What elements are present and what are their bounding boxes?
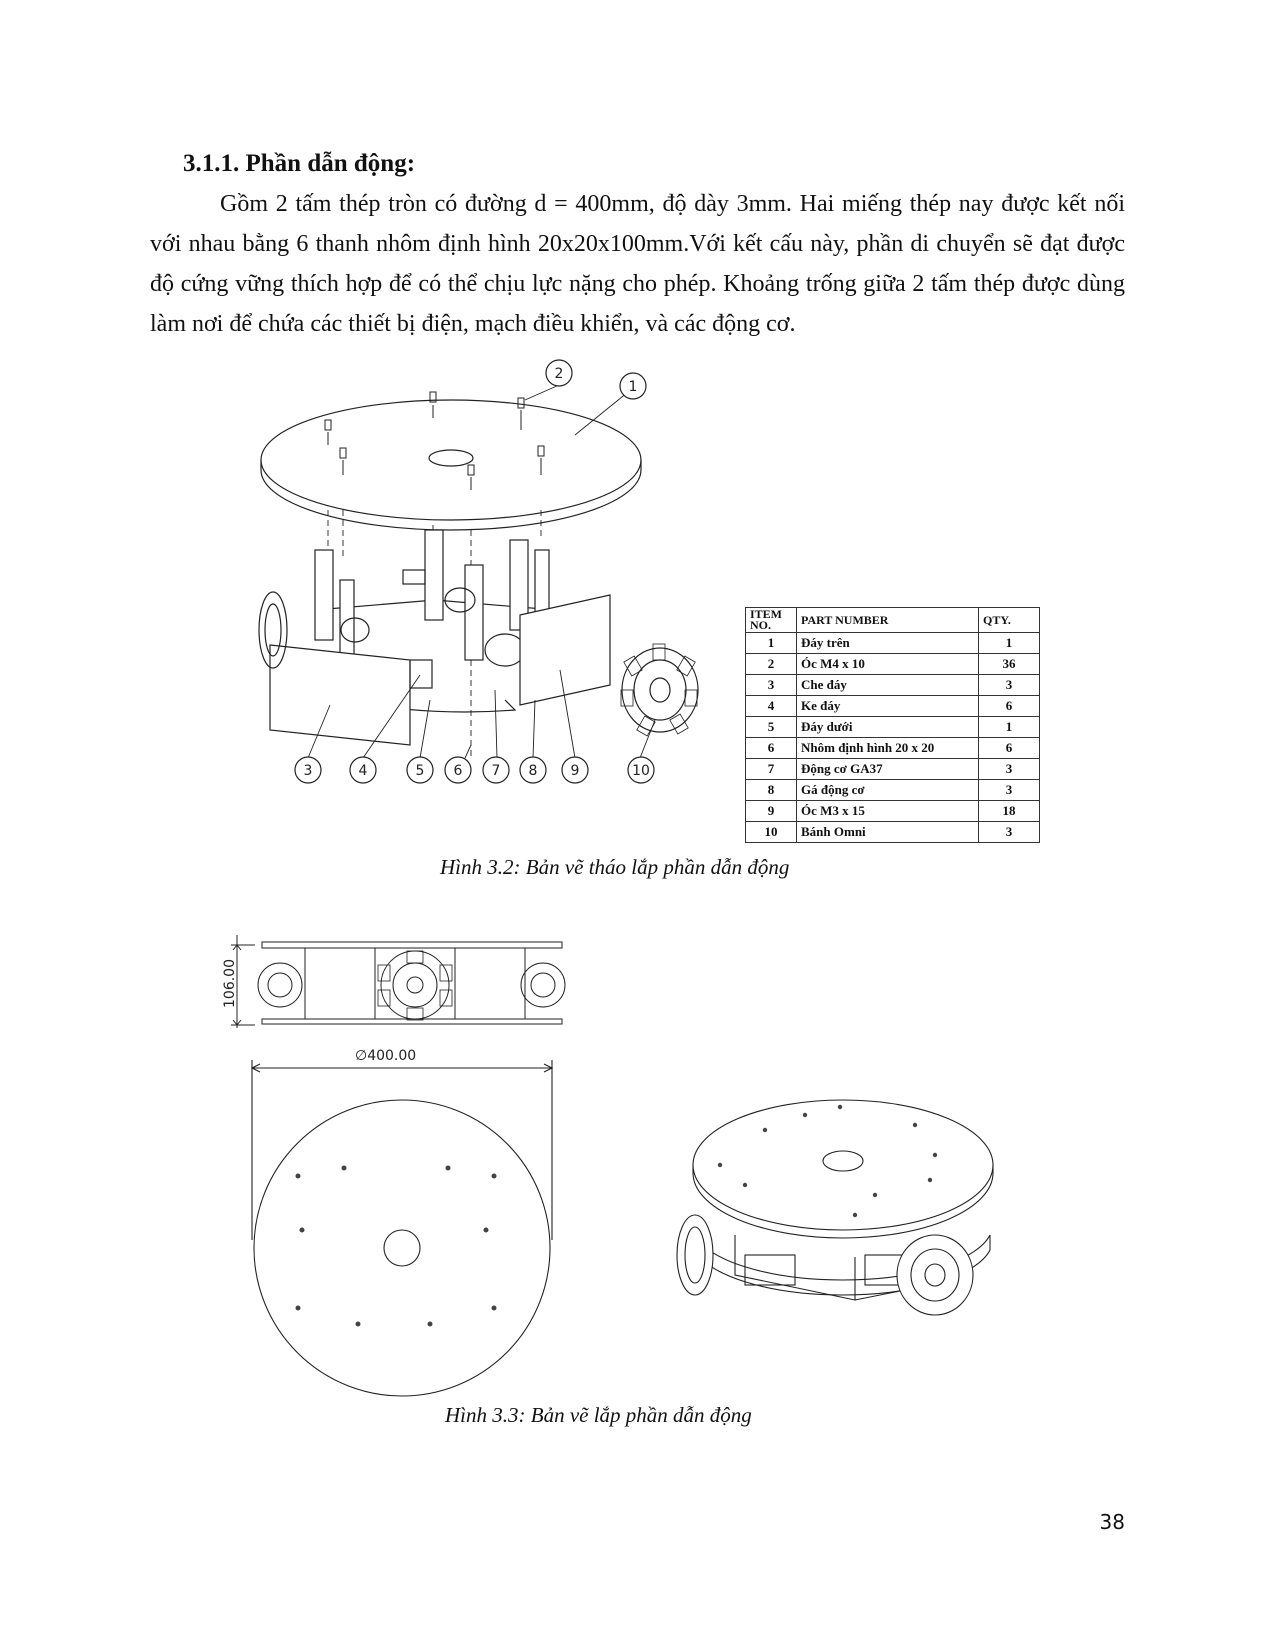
table-row	[746, 717, 1040, 738]
part-number: Đáy dưới	[797, 717, 979, 738]
header-qty: QTY.	[979, 608, 1040, 633]
qty: 3	[979, 759, 1040, 780]
callout-9-label: 9	[570, 763, 580, 779]
qty: 6	[979, 738, 1040, 759]
figure-3-3-caption: Hình 3.3: Bản vẽ lắp phần dẫn động	[445, 1403, 752, 1427]
table-row	[746, 759, 1040, 780]
table-row	[746, 654, 1040, 675]
diameter-dimension: ∅400.00	[355, 1048, 417, 1064]
callout-2-label: 2	[554, 366, 564, 382]
part-number: Bánh Omni	[797, 822, 979, 843]
table-row	[746, 801, 1040, 822]
part-number: Đáy trên	[797, 633, 979, 654]
item-no: 9	[746, 801, 797, 822]
item-no: 5	[746, 717, 797, 738]
item-no: 8	[746, 780, 797, 801]
section-paragraph: Gồm 2 tấm thép tròn có đường d = 400mm, độ dày 3mm. Hai miếng thép nay được kết nối với nhau bằng 6 thanh nhôm định hình 20x20x100mm.Với kết cấu này, phần di chuyển sẽ đạt được độ cứng vững thích hợp để có thể chịu lực nặng cho phép. Khoảng trống giữa 2 tấm thép được dùng làm nơi để chứa các thiết bị điện, mạch điều khiển, và các động cơ.	[150, 191, 1125, 337]
item-no: 7	[746, 759, 797, 780]
qty: 3	[979, 822, 1040, 843]
table-row	[746, 633, 1040, 654]
part-number: Ke đáy	[797, 696, 979, 717]
bill-of-materials-table	[745, 607, 1040, 843]
part-number: Che đáy	[797, 675, 979, 696]
item-no: 3	[746, 675, 797, 696]
part-number: Nhôm định hình 20 x 20	[797, 738, 979, 759]
callout-4-label: 4	[358, 763, 368, 779]
item-no: 4	[746, 696, 797, 717]
qty: 1	[979, 633, 1040, 654]
callout-3-label: 3	[303, 763, 313, 779]
top-view-drawing	[240, 1040, 560, 1400]
table-row	[746, 675, 1040, 696]
qty: 3	[979, 780, 1040, 801]
page-number: 38	[1099, 1510, 1125, 1534]
qty: 1	[979, 717, 1040, 738]
header-part-number: PART NUMBER	[797, 608, 979, 633]
table-row	[746, 780, 1040, 801]
item-no: 2	[746, 654, 797, 675]
exploded-assembly-drawing	[255, 360, 735, 820]
table-header-row	[746, 608, 1040, 633]
header-item-no: ITEM NO.	[746, 608, 797, 633]
qty: 6	[979, 696, 1040, 717]
item-no: 10	[746, 822, 797, 843]
item-no: 1	[746, 633, 797, 654]
part-number: Óc M4 x 10	[797, 654, 979, 675]
callout-5-label: 5	[415, 763, 425, 779]
callout-10-label: 10	[632, 763, 650, 779]
callout-7-label: 7	[491, 763, 501, 779]
qty: 36	[979, 654, 1040, 675]
side-view-drawing	[222, 920, 575, 1045]
qty: 18	[979, 801, 1040, 822]
callout-1-label: 1	[628, 379, 638, 395]
item-no: 6	[746, 738, 797, 759]
figure-3-2-caption: Hình 3.2: Bản vẽ tháo lắp phần dẫn động	[440, 855, 790, 879]
isometric-assembly-drawing	[665, 1085, 1010, 1345]
table-row	[746, 696, 1040, 717]
table-row	[746, 738, 1040, 759]
section-heading: 3.1.1. Phần dẫn động:	[183, 150, 416, 177]
callout-6-label: 6	[453, 763, 463, 779]
table-row	[746, 822, 1040, 843]
height-dimension: 106.00	[222, 959, 238, 1008]
part-number: Gá động cơ	[797, 780, 979, 801]
part-number: Óc M3 x 15	[797, 801, 979, 822]
callout-8-label: 8	[528, 763, 538, 779]
part-number: Động cơ GA37	[797, 759, 979, 780]
qty: 3	[979, 675, 1040, 696]
